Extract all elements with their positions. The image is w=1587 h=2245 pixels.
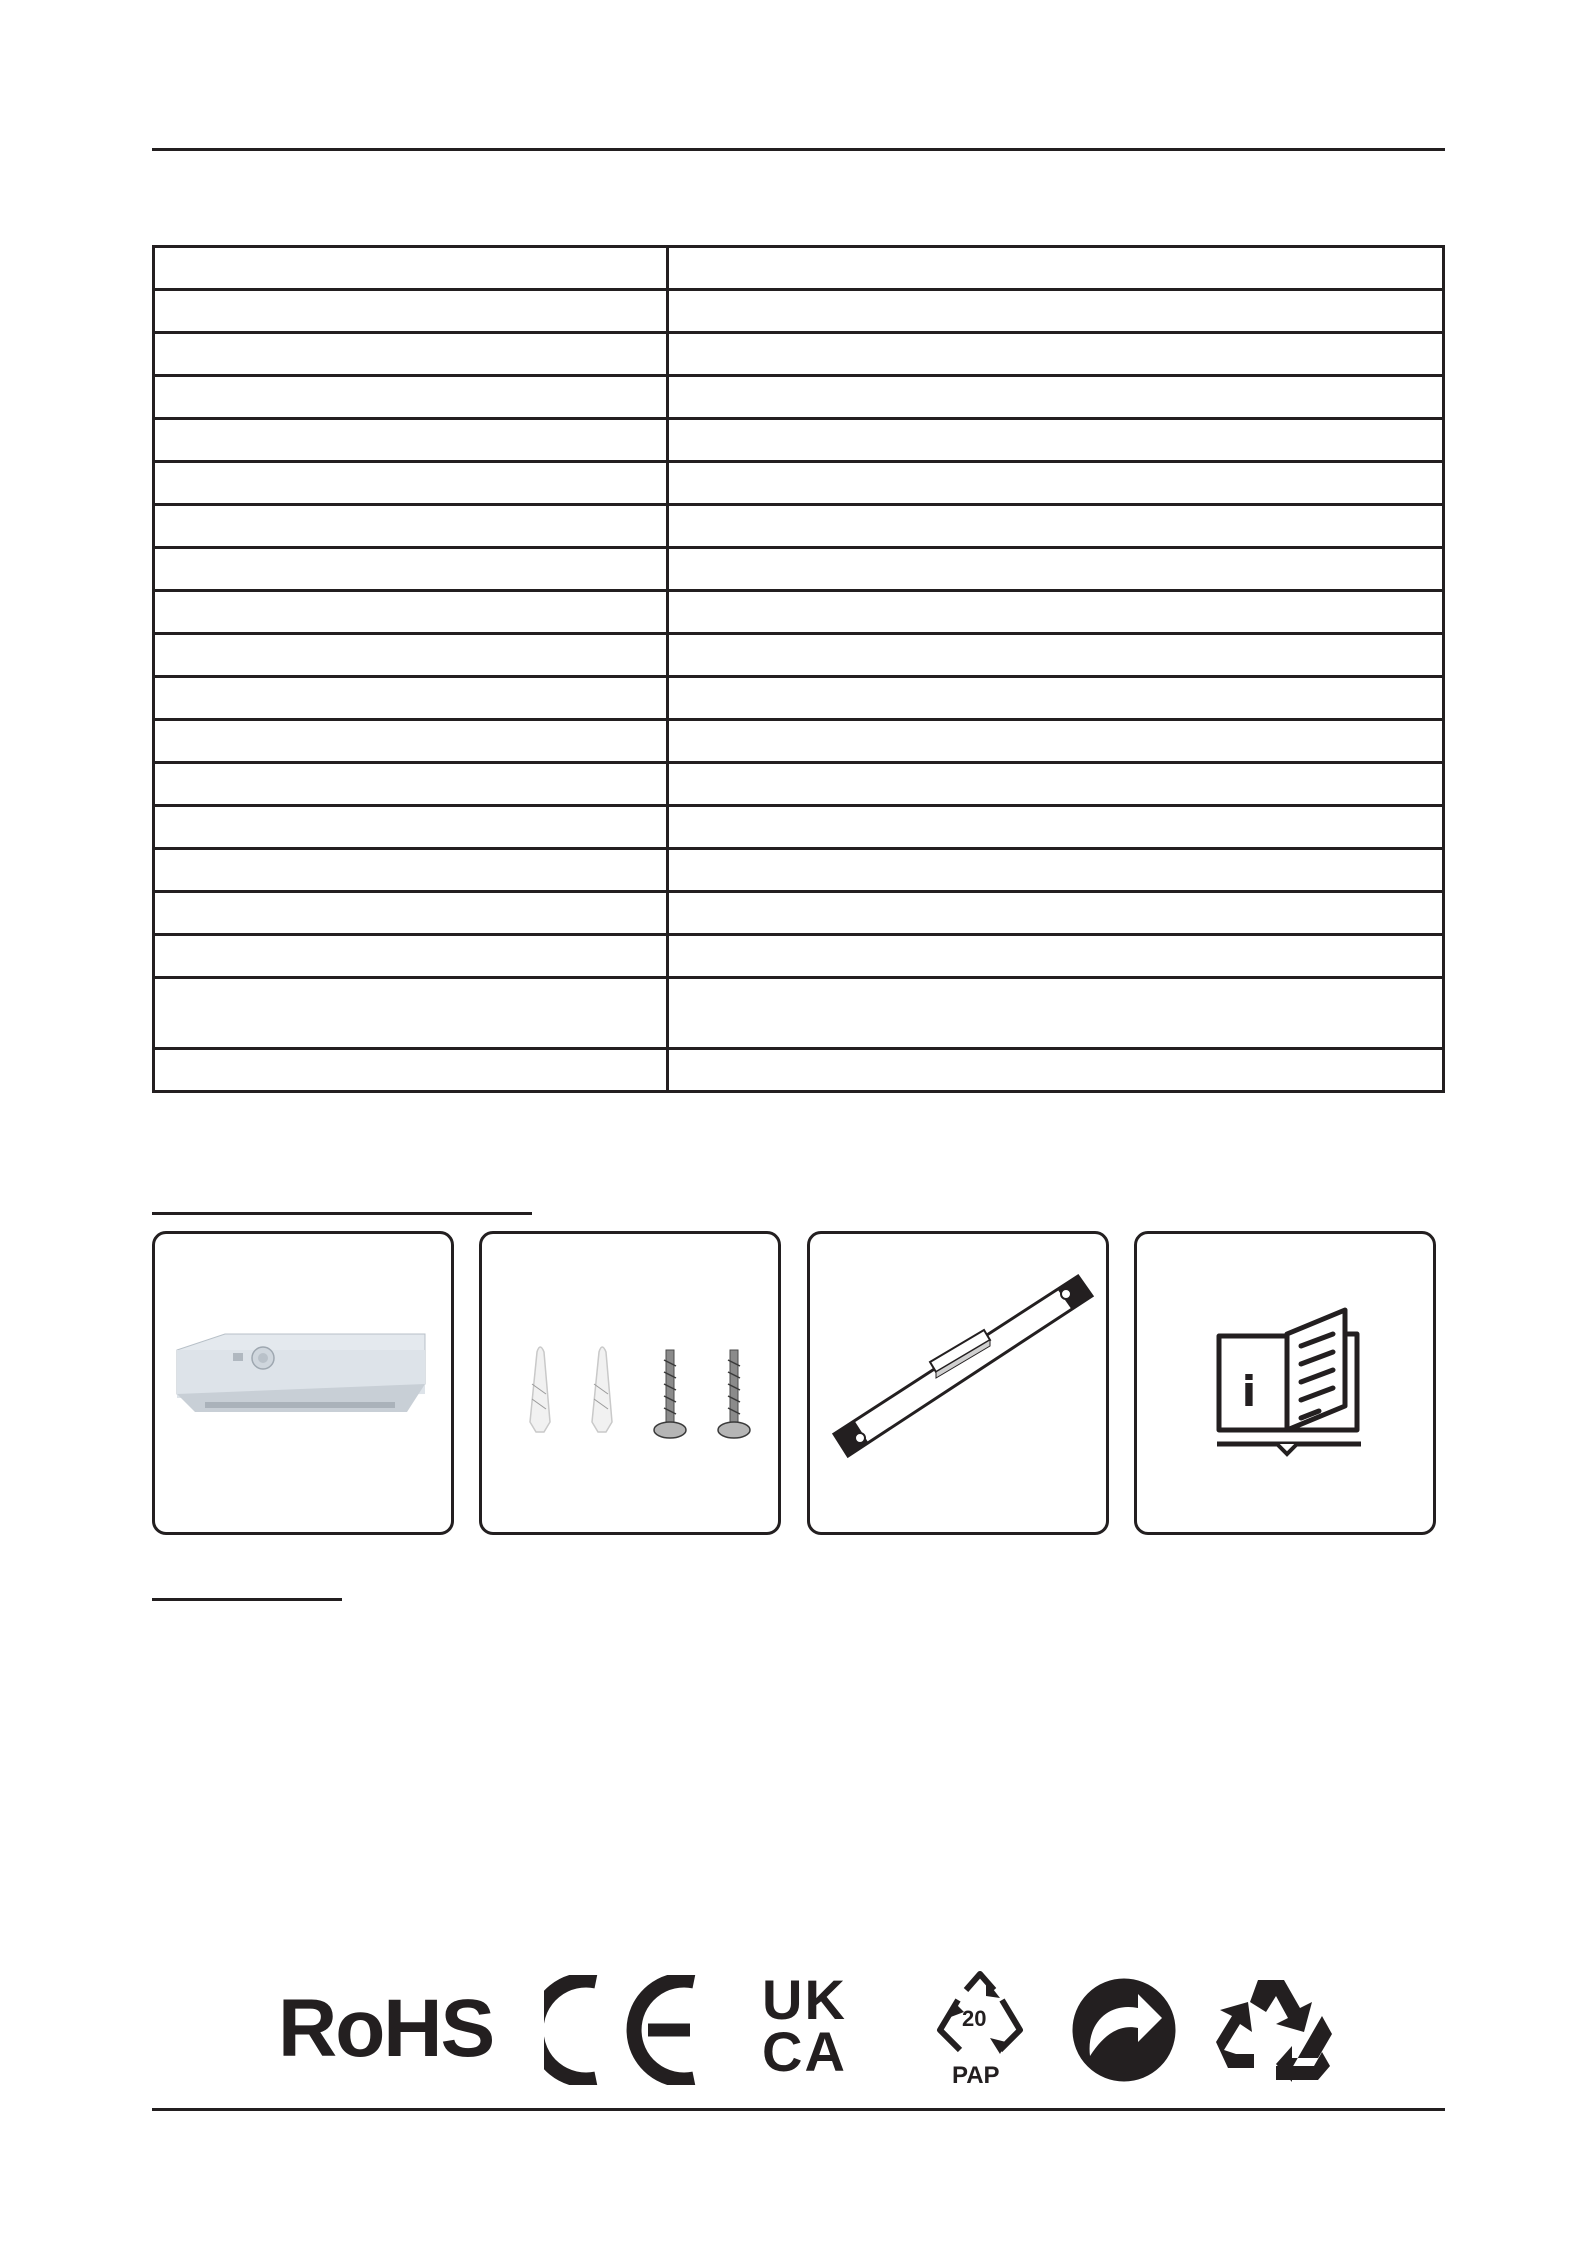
pap-number: 20 bbox=[962, 2006, 987, 2031]
spec-row bbox=[154, 376, 1444, 419]
bottom-rule bbox=[152, 2108, 1445, 2111]
spec-value-cell bbox=[668, 376, 1444, 419]
spec-label-cell bbox=[154, 290, 668, 333]
spec-value-cell bbox=[668, 591, 1444, 634]
spec-label-cell bbox=[154, 1049, 668, 1092]
spec-value-cell bbox=[668, 677, 1444, 720]
spec-value-cell bbox=[668, 935, 1444, 978]
spec-label-cell bbox=[154, 247, 668, 290]
spec-label-cell bbox=[154, 591, 668, 634]
spec-label-cell bbox=[154, 462, 668, 505]
solar-wall-light-image bbox=[155, 1234, 457, 1538]
pap-label: PAP bbox=[952, 2062, 1000, 2089]
package-item-manual bbox=[1134, 1231, 1436, 1535]
spec-label-cell bbox=[154, 419, 668, 462]
specification-table bbox=[152, 245, 1445, 1093]
spec-value-cell bbox=[668, 419, 1444, 462]
ukca-line-1: UK bbox=[762, 1968, 847, 2031]
spec-label-cell bbox=[154, 548, 668, 591]
top-rule bbox=[152, 148, 1445, 151]
solar-panel-bracket-image bbox=[810, 1234, 1112, 1538]
spec-label-cell bbox=[154, 333, 668, 376]
instruction-manual-icon bbox=[1137, 1234, 1439, 1538]
spec-row bbox=[154, 978, 1444, 1049]
spec-label-cell bbox=[154, 892, 668, 935]
ukca-mark bbox=[762, 1968, 847, 2083]
spec-label-cell bbox=[154, 505, 668, 548]
package-item-bracket bbox=[807, 1231, 1109, 1535]
spec-value-cell bbox=[668, 290, 1444, 333]
spec-row bbox=[154, 333, 1444, 376]
spec-label-cell bbox=[154, 978, 668, 1049]
spec-value-cell bbox=[668, 1049, 1444, 1092]
spec-value-cell bbox=[668, 763, 1444, 806]
spec-value-cell bbox=[668, 849, 1444, 892]
spec-value-cell bbox=[668, 720, 1444, 763]
ukca-line-2: CA bbox=[762, 2019, 847, 2083]
spec-row bbox=[154, 548, 1444, 591]
spec-row bbox=[154, 505, 1444, 548]
spec-label-cell bbox=[154, 720, 668, 763]
spec-row bbox=[154, 419, 1444, 462]
spec-value-cell bbox=[668, 978, 1444, 1049]
spec-row bbox=[154, 677, 1444, 720]
spec-value-cell bbox=[668, 548, 1444, 591]
spec-value-cell bbox=[668, 333, 1444, 376]
spec-row bbox=[154, 935, 1444, 978]
spec-value-cell bbox=[668, 505, 1444, 548]
spec-label-cell bbox=[154, 763, 668, 806]
spec-label-cell bbox=[154, 376, 668, 419]
spec-value-cell bbox=[668, 892, 1444, 935]
green-dot-icon bbox=[1066, 1972, 1182, 2088]
spec-row bbox=[154, 849, 1444, 892]
section-heading-underline bbox=[152, 1598, 342, 1601]
ce-mark-icon bbox=[544, 1975, 704, 2085]
spec-row bbox=[154, 892, 1444, 935]
recycling-icon bbox=[1214, 1972, 1334, 2086]
spec-value-cell bbox=[668, 462, 1444, 505]
spec-label-cell bbox=[154, 806, 668, 849]
package-item-solar-light bbox=[152, 1231, 454, 1535]
spec-label-cell bbox=[154, 849, 668, 892]
spec-row bbox=[154, 806, 1444, 849]
spec-row bbox=[154, 634, 1444, 677]
spec-label-cell bbox=[154, 634, 668, 677]
spec-label-cell bbox=[154, 677, 668, 720]
package-contents-heading-underline bbox=[152, 1212, 532, 1215]
spec-value-cell bbox=[668, 247, 1444, 290]
spec-row bbox=[154, 720, 1444, 763]
spec-row bbox=[154, 462, 1444, 505]
spec-row bbox=[154, 1049, 1444, 1092]
spec-row bbox=[154, 290, 1444, 333]
spec-value-cell bbox=[668, 806, 1444, 849]
spec-row bbox=[154, 763, 1444, 806]
wall-plugs-and-screws-image bbox=[482, 1234, 784, 1538]
spec-label-cell bbox=[154, 935, 668, 978]
package-item-fixings bbox=[479, 1231, 781, 1535]
svg-text:i: i bbox=[1241, 1367, 1257, 1416]
spec-value-cell bbox=[668, 634, 1444, 677]
spec-row bbox=[154, 247, 1444, 290]
rohs-mark: RoHS bbox=[278, 1983, 494, 2074]
spec-row bbox=[154, 591, 1444, 634]
